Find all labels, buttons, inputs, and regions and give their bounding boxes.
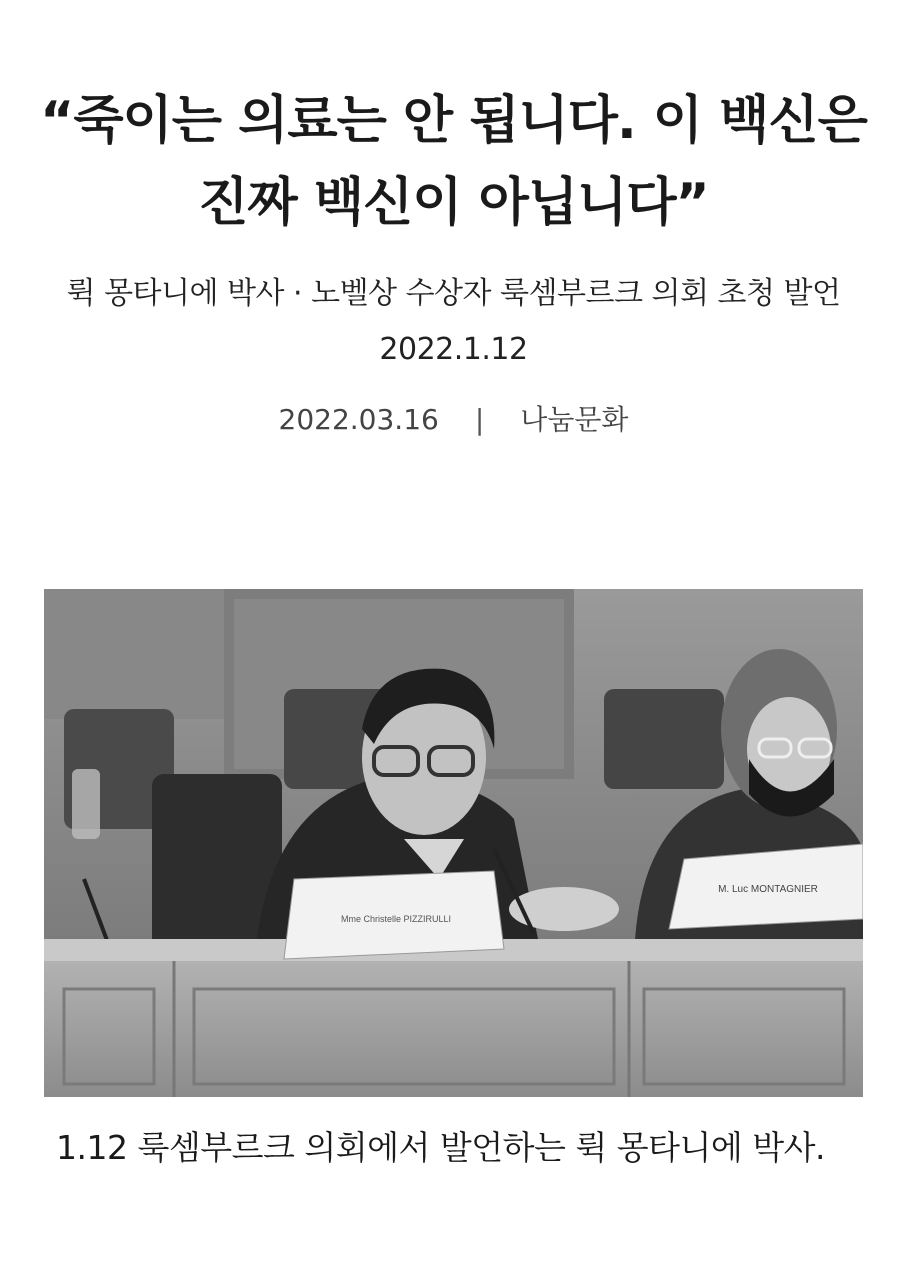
article-subtitle: 뤽 몽타니에 박사 · 노벨상 수상자 룩셈부르크 의회 초청 발언 2022.1.12 [66,276,841,367]
publisher-name: 나눔문화 [520,403,629,436]
nameplate-right: M. Luc MONTAGNIER [718,884,818,895]
article-photo [44,589,863,1097]
article-title: “죽이는 의료는 안 됩니다. 이 백신은 진짜 백신이 아닙니다” [40,91,867,233]
publish-date: 2022.03.16 [278,403,439,436]
photo-caption: 1.12 룩셈부르크 의회에서 발언하는 뤽 몽타니에 박사. [56,1128,825,1167]
article-meta [0,396,907,444]
nameplate-left: Mme Christelle PIZZIRULLI [340,914,452,924]
meta-separator: | [474,403,485,436]
